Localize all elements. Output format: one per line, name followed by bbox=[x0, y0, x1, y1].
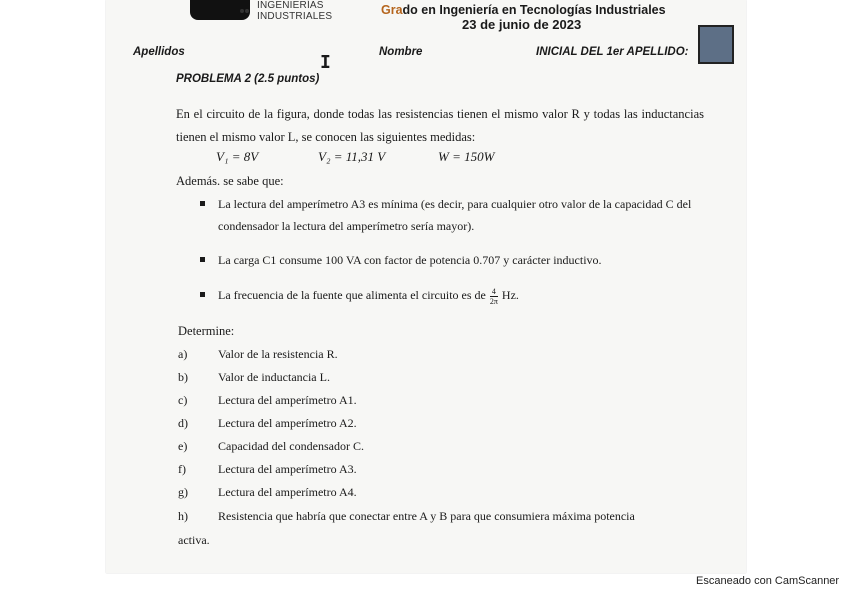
question-label: g) bbox=[178, 485, 188, 499]
question-continuation: activa. bbox=[178, 533, 210, 547]
degree-initial: Gra bbox=[381, 3, 403, 17]
fraction-numerator: 4 bbox=[490, 287, 498, 297]
question-label: d) bbox=[178, 416, 188, 430]
school-line-2: INDUSTRIALES bbox=[257, 11, 333, 22]
scanner-watermark: Escaneado con CamScanner bbox=[696, 575, 840, 587]
question-text: Valor de la resistencia R. bbox=[218, 347, 338, 361]
school-name bbox=[257, 0, 332, 22]
degree-title bbox=[381, 3, 666, 17]
question-label: c) bbox=[178, 393, 188, 407]
bullet-icon bbox=[200, 292, 205, 297]
question-label: a) bbox=[178, 347, 188, 361]
problem-intro: En el circuito de la figura, donde todas las resistencias tienen el mismo valor R y todas las inductancias tienen el mismo valor L, se conocen las siguientes medidas: bbox=[176, 107, 704, 144]
frequency-fraction bbox=[490, 287, 498, 306]
question-text: Lectura del amperímetro A4. bbox=[218, 485, 357, 499]
frequency-text: La frecuencia de la fuente que alimenta el circuito es de bbox=[218, 288, 486, 302]
question-label: h) bbox=[178, 509, 188, 523]
bullet-text: La lectura del amperímetro A3 es mínima (es decir, para cualquier otro valor de la capacidad C del condensador la lectura del amperímetro sería mayor). bbox=[218, 197, 692, 233]
school-line-1: INGENIERÍAS bbox=[257, 0, 324, 11]
question-label: e) bbox=[178, 439, 188, 453]
measurement-w: W = 150W bbox=[438, 149, 495, 164]
degree-rest: do en Ingeniería en Tecnologías Industriales bbox=[402, 3, 666, 17]
initial-label: INICIAL DEL 1er APELLIDO: bbox=[536, 46, 689, 58]
surname-label: Apellidos bbox=[133, 46, 185, 58]
bullet-text bbox=[218, 284, 708, 306]
question-text: Lectura del amperímetro A2. bbox=[218, 416, 357, 430]
problem-title: PROBLEMA 2 (2.5 puntos) bbox=[176, 73, 320, 85]
question-text: Capacidad del condensador C. bbox=[218, 439, 364, 453]
question-label: b) bbox=[178, 370, 188, 384]
bullet-icon bbox=[200, 257, 205, 262]
logo-dots bbox=[240, 0, 254, 4]
question-text: Resistencia que habría que conectar entre A y B para que consumiera máxima potencia bbox=[218, 509, 635, 523]
measurement-v2: V₂ = 11,31 V bbox=[318, 149, 386, 164]
question-label: f) bbox=[178, 462, 186, 476]
question-text: Lectura del amperímetro A3. bbox=[218, 462, 357, 476]
question-text: Valor de inductancia L. bbox=[218, 370, 330, 384]
question-text: Lectura del amperímetro A1. bbox=[218, 393, 357, 407]
bullet-icon bbox=[200, 201, 205, 206]
also-known-label: Además. se sabe que: bbox=[176, 174, 284, 188]
measurement-v1: V₁ = 8V bbox=[216, 149, 259, 164]
determine-label: Determine: bbox=[178, 324, 235, 338]
initial-box[interactable] bbox=[698, 25, 734, 64]
name-label: Nombre bbox=[379, 46, 423, 58]
fraction-denominator: 2π bbox=[489, 296, 498, 306]
frequency-unit: Hz. bbox=[501, 288, 519, 302]
text-cursor-icon: I bbox=[320, 52, 331, 73]
exam-date: 23 de junio de 2023 bbox=[462, 17, 582, 32]
bullet-text: La carga C1 consume 100 VA con factor de potencia 0.707 y carácter inductivo. bbox=[218, 253, 602, 267]
